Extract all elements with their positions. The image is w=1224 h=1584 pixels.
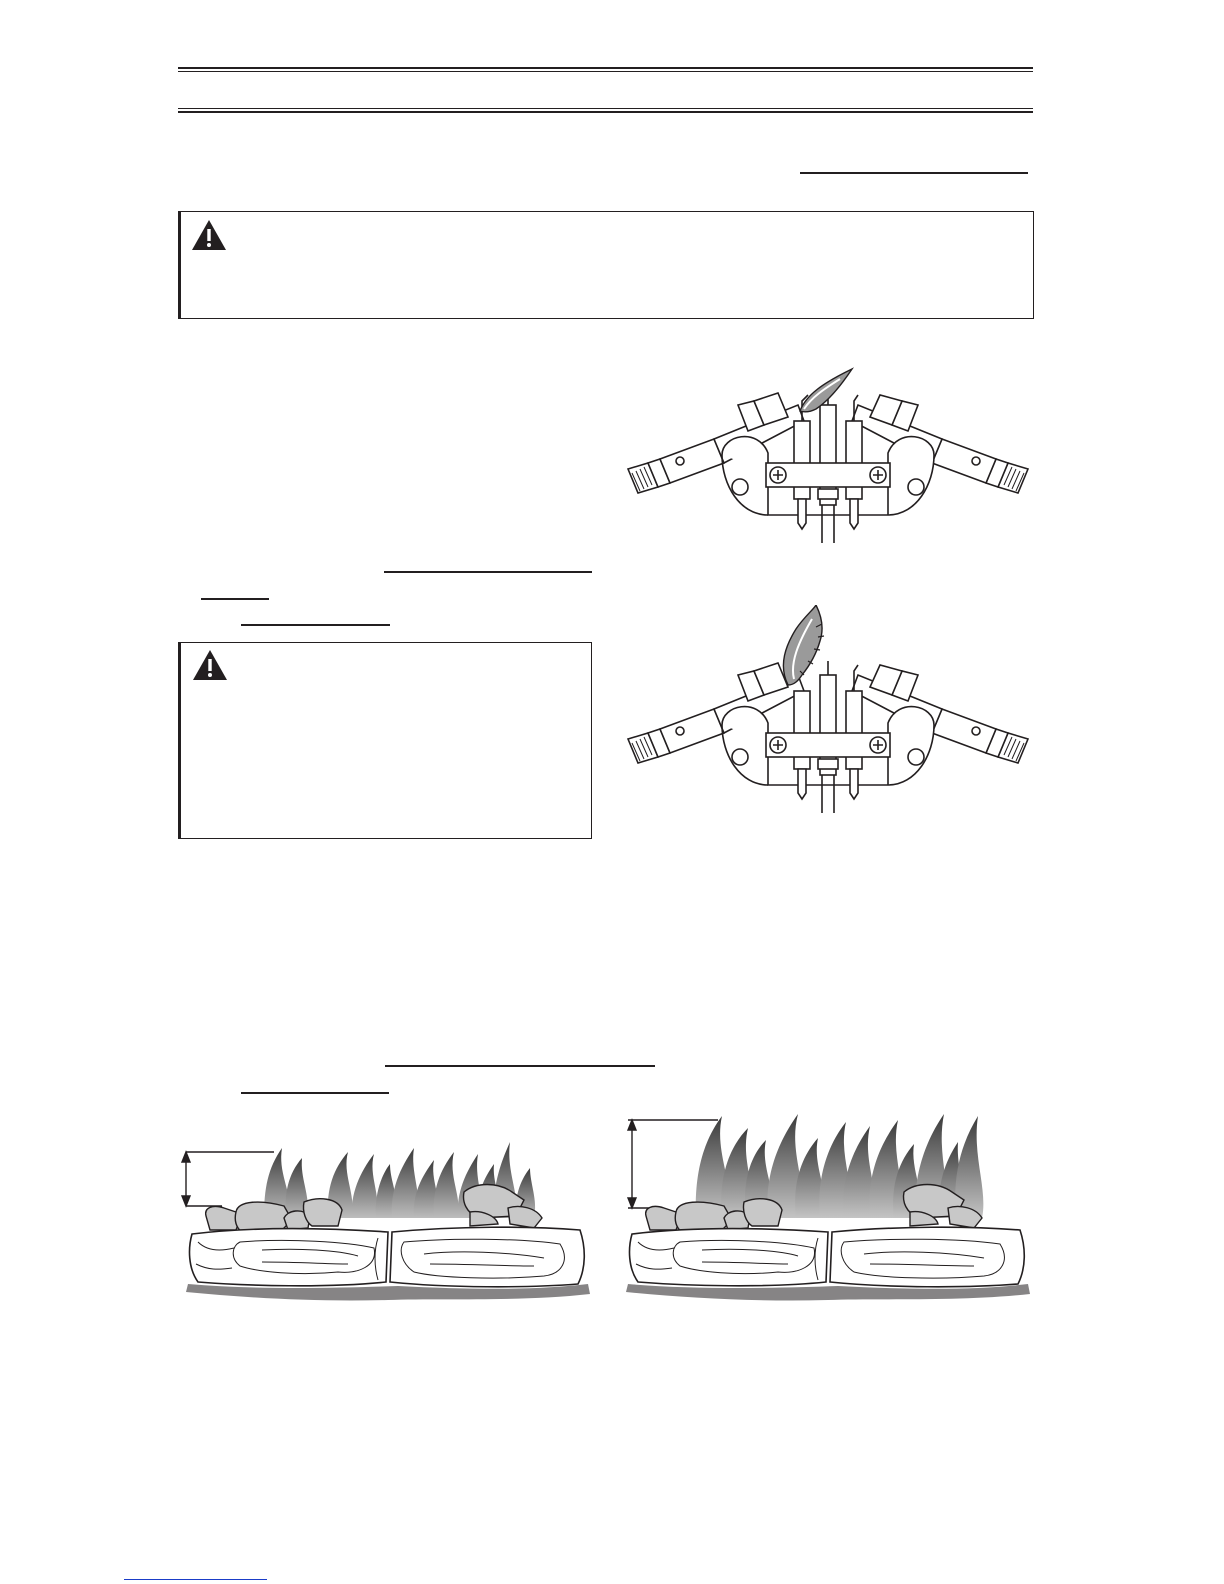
warning-box-secondary xyxy=(178,642,592,839)
pilot-assembly-incorrect-figure xyxy=(618,605,1038,820)
log-set-high-flames-figure xyxy=(618,1112,1038,1308)
reference-underline-low-1 xyxy=(385,1065,655,1067)
header-rule-top-thin xyxy=(178,71,1033,72)
header-rule-top xyxy=(178,67,1033,69)
reference-underline-low-2 xyxy=(241,1092,389,1094)
reference-underline-mid-3 xyxy=(241,624,390,626)
reference-underline-mid-2 xyxy=(201,598,269,600)
warning-box-main xyxy=(178,211,1034,319)
warning-triangle-icon xyxy=(191,219,227,251)
warning-triangle-icon xyxy=(192,649,228,681)
footer-link-underline[interactable] xyxy=(124,1579,267,1580)
header-rule-bottom xyxy=(178,108,1033,109)
reference-underline-top xyxy=(800,172,1028,174)
reference-underline-mid-1 xyxy=(384,571,592,573)
header-rule-bottom-thick xyxy=(178,111,1033,113)
log-set-normal-flames-figure xyxy=(178,1138,598,1308)
double-arrow-icon xyxy=(182,1152,274,1206)
pilot-assembly-normal-figure xyxy=(618,365,1038,550)
